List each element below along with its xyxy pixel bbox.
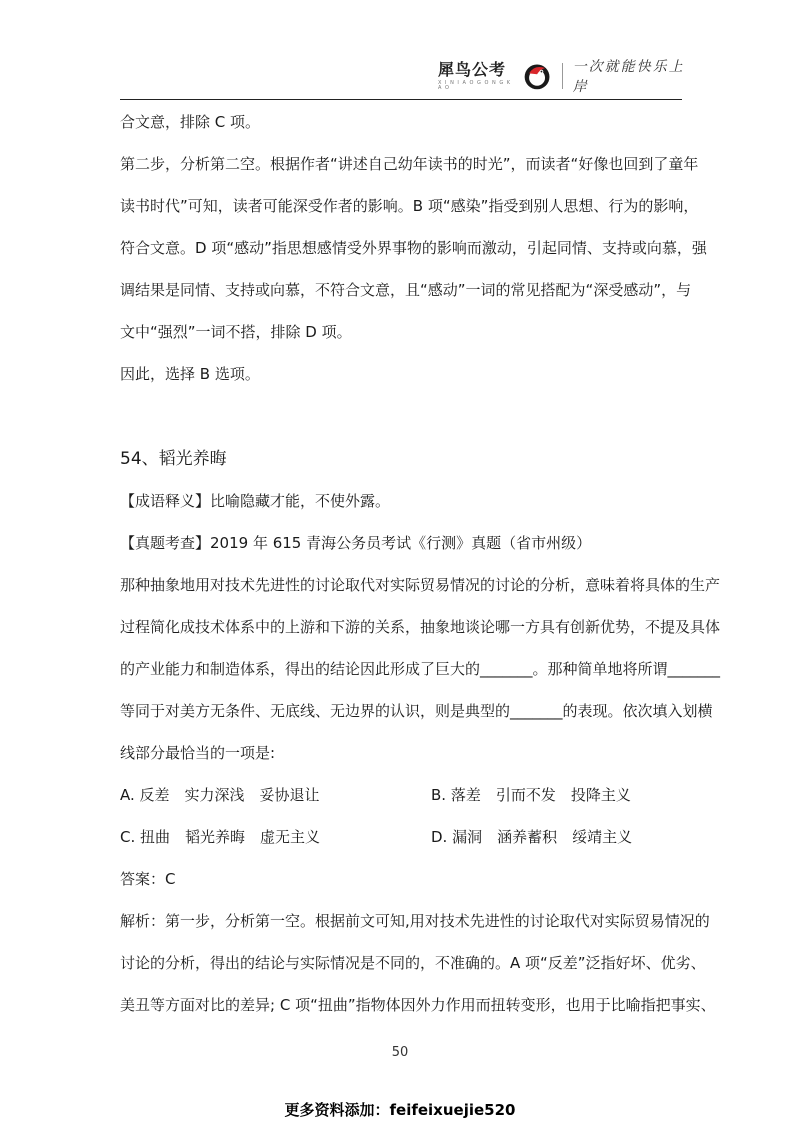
option-d: D. 漏洞 涵养蓄积 绥靖主义 xyxy=(431,828,633,846)
brand-slogan: 一次就能快乐上岸 xyxy=(572,59,685,95)
stem-line: 线部分最恰当的一项是: xyxy=(120,744,276,762)
stem-line: 的产业能力和制造体系，得出的结论因此形成了巨大的_______。那种简单地将所谓_______ xyxy=(120,660,721,678)
page-number: 50 xyxy=(391,1045,409,1060)
footer-note: 更多资料添加：feifeixuejie520 xyxy=(284,1101,516,1119)
option-a: A. 反差 实力深浅 妥协退让 xyxy=(120,786,320,804)
stem-line: 那种抽象地用对技术先进性的讨论取代对实际贸易情况的讨论的分析，意味着将具体的生产 xyxy=(120,576,721,594)
brand-name: 犀鸟公考 xyxy=(438,59,507,79)
option-b: B. 落差 引而不发 投降主义 xyxy=(431,786,631,804)
text-line: 调结果是同情、支持或向慕，不符合文意，且“感动”一词的常见搭配为“深受感动”，与 xyxy=(120,281,692,299)
analysis-line: 解析：第一步，分析第一空。根据前文可知,用对技术先进性的讨论取代对实际贸易情况的 xyxy=(120,912,710,930)
brand-divider xyxy=(562,63,563,89)
idiom-meaning: 【成语释义】比喻隐藏才能，不使外露。 xyxy=(120,492,391,510)
hornbill-logo-icon xyxy=(522,59,552,93)
stem-line: 过程简化成技术体系中的上游和下游的关系，抽象地谈论哪一方具有创新优势，不提及具体 xyxy=(120,618,721,636)
text-line: 合文意，排除 C 项。 xyxy=(120,113,261,131)
brand-text xyxy=(438,59,516,91)
text-line: 第二步，分析第二空。根据作者“讲述自己幼年读书的时光”，而读者“好像也回到了童年 xyxy=(120,155,699,173)
text-line: 因此，选择 B 选项。 xyxy=(120,365,260,383)
brand-subtitle: X I N I A O G O N G K A O xyxy=(438,79,512,91)
answer-line: 答案：C xyxy=(120,870,176,888)
text-line: 读书时代”可知，读者可能深受作者的影响。B 项“感染”指受到别人思想、行为的影响， xyxy=(120,197,699,215)
option-c: C. 扭曲 韬光养晦 虚无主义 xyxy=(120,828,321,846)
header-rule xyxy=(120,99,682,100)
analysis-line: 美丑等方面对比的差异; C 项“扭曲”指物体因外力作用而扭转变形，也用于比喻指把事实、 xyxy=(120,996,716,1014)
header-brand xyxy=(438,56,686,96)
question-title: 54、韬光养晦 xyxy=(120,449,227,469)
question-source: 【真题考查】2019 年 615 青海公务员考试《行测》真题（省市州级） xyxy=(120,534,592,552)
text-line: 文中“强烈”一词不搭，排除 D 项。 xyxy=(120,323,352,341)
text-line: 符合文意。D 项“感动”指思想感情受外界事物的影响而激动，引起同情、支持或向慕，强 xyxy=(120,239,707,257)
stem-line: 等同于对美方无条件、无底线、无边界的认识，则是典型的_______的表现。依次填入划横 xyxy=(120,702,713,720)
analysis-line: 讨论的分析，得出的结论与实际情况是不同的，不准确的。A 项“反差”泛指好坏、优劣、 xyxy=(120,954,706,972)
